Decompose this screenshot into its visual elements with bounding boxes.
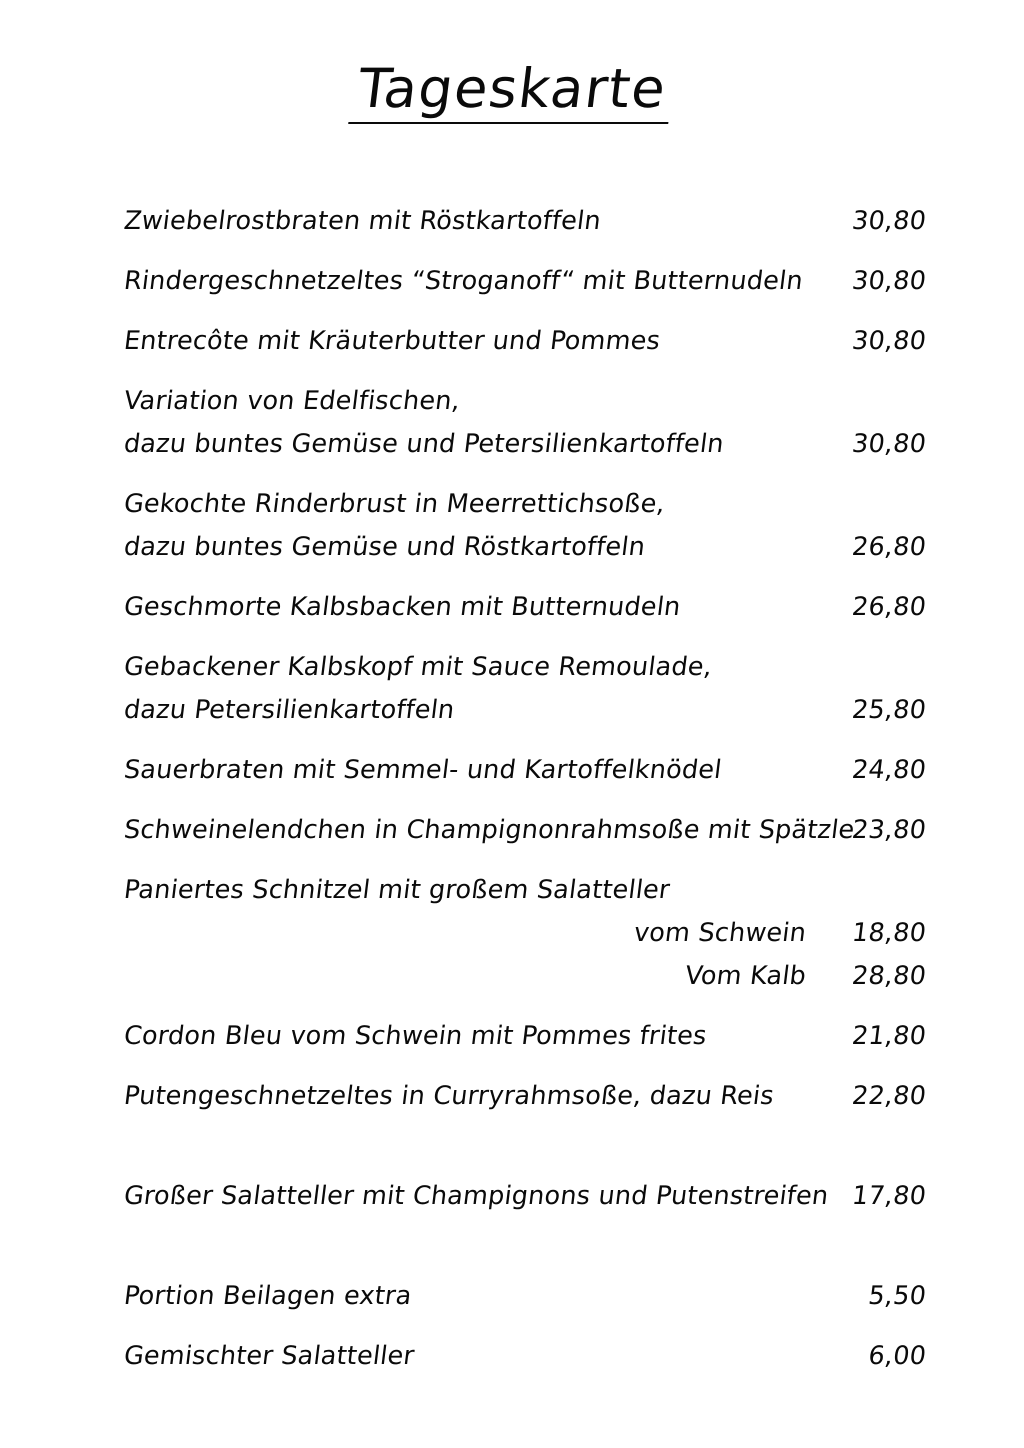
menu-item-price: 21,80 <box>850 1021 928 1051</box>
menu-item-name-line: Rindergeschnetzeltes “Stroganoff“ mit Butternudeln <box>122 266 805 296</box>
menu-item-name <box>124 1075 806 1118</box>
menu-item-option-row <box>124 955 926 998</box>
menu-item-name-line: Zwiebelrostbraten mit Röstkartoffeln <box>122 206 603 236</box>
menu-item-name <box>124 646 806 732</box>
menu-item-name-line: dazu buntes Gemüse und Petersilienkartoffeln <box>122 429 726 459</box>
menu-item-price: 25,80 <box>850 695 928 725</box>
menu-item-price: 26,80 <box>850 532 928 562</box>
menu-item-row <box>124 749 926 792</box>
menu-item-name-line: Putengeschnetzeltes in Curryrahmsoße, dazu Reis <box>122 1081 776 1111</box>
menu-item-row <box>124 1015 926 1058</box>
menu-item-row <box>124 1075 926 1118</box>
menu-item-name-line: Gemischter Salatteller <box>122 1341 416 1371</box>
menu-item-group <box>124 869 926 998</box>
menu-item-name-line: Entrecôte mit Kräuterbutter und Pommes <box>122 326 662 356</box>
menu-item-name <box>124 483 806 569</box>
menu-item-name-line: Gekochte Rinderbrust in Meerrettichsoße, <box>122 489 667 519</box>
menu-item-row <box>124 380 926 466</box>
menu-item-name <box>124 380 806 466</box>
menu-item-name <box>124 869 806 912</box>
menu-item-price: 30,80 <box>850 326 928 356</box>
menu-item-option-label: Vom Kalb <box>683 961 808 991</box>
menu-item-row <box>124 809 926 852</box>
menu-item-name-line: Variation von Edelfischen, <box>122 386 462 416</box>
menu-item-name <box>124 320 806 363</box>
menu-item-price: 30,80 <box>850 429 928 459</box>
menu-item-price: 22,80 <box>850 1081 928 1111</box>
menu-item-name <box>124 200 806 243</box>
menu-item-row <box>124 200 926 243</box>
menu-item-name <box>124 586 806 629</box>
menu-item-name <box>124 1275 806 1318</box>
menu-item-row <box>124 483 926 569</box>
menu-item-price: 30,80 <box>850 266 928 296</box>
menu-item-name-line: dazu buntes Gemüse und Röstkartoffeln <box>122 532 647 562</box>
menu-item-name <box>124 749 806 792</box>
menu-item-name <box>122 1175 831 1218</box>
menu-item-price: 23,80 <box>850 815 928 845</box>
menu-item-name-line: Großer Salatteller mit Champignons und Putenstreifen <box>122 1181 831 1211</box>
menu-item-name-line: Geschmorte Kalbsbacken mit Butternudeln <box>122 592 683 622</box>
menu-item-row <box>124 586 926 629</box>
menu-item-row <box>124 1275 926 1318</box>
menu-item-name-line: Sauerbraten mit Semmel- und Kartoffelknödel <box>122 755 724 785</box>
menu-item-row <box>124 260 926 303</box>
menu-list <box>124 200 926 1378</box>
menu-item-name-line: Gebackener Kalbskopf mit Sauce Remoulade, <box>122 652 714 682</box>
menu-item-heading <box>124 869 926 912</box>
menu-item-option-label: vom Schwein <box>632 918 808 948</box>
menu-item-name <box>124 1335 806 1378</box>
menu-item-name-line: Cordon Bleu vom Schwein mit Pommes frites <box>122 1021 709 1051</box>
menu-item-option-row <box>124 912 926 955</box>
menu-item-name-line: Portion Beilagen extra <box>122 1281 414 1311</box>
menu-item-name <box>124 260 806 303</box>
menu-item-option-price: 18,80 <box>850 918 928 948</box>
menu-item-price: 17,80 <box>850 1181 928 1211</box>
menu-item-name-line: Paniertes Schnitzel mit großem Salatteller <box>122 875 672 905</box>
menu-item-price: 24,80 <box>850 755 928 785</box>
menu-item-row <box>124 1175 926 1218</box>
menu-item-name <box>124 1015 806 1058</box>
menu-item-name-line: Schweinelendchen in Champignonrahmsoße mit Spätzle <box>122 815 857 845</box>
menu-item-name-line: dazu Petersilienkartoffeln <box>122 695 457 725</box>
menu-item-price: 5,50 <box>866 1281 928 1311</box>
menu-item-price: 26,80 <box>850 592 928 622</box>
menu-item-price: 6,00 <box>866 1341 928 1371</box>
page-title: Tageskarte <box>348 62 675 124</box>
menu-item-option-price: 28,80 <box>850 961 928 991</box>
menu-item-row <box>124 320 926 363</box>
menu-item-price: 30,80 <box>850 206 928 236</box>
menu-item-name <box>122 809 857 852</box>
page-title-block <box>0 57 1024 124</box>
menu-item-row <box>124 646 926 732</box>
menu-item-row <box>124 1335 926 1378</box>
